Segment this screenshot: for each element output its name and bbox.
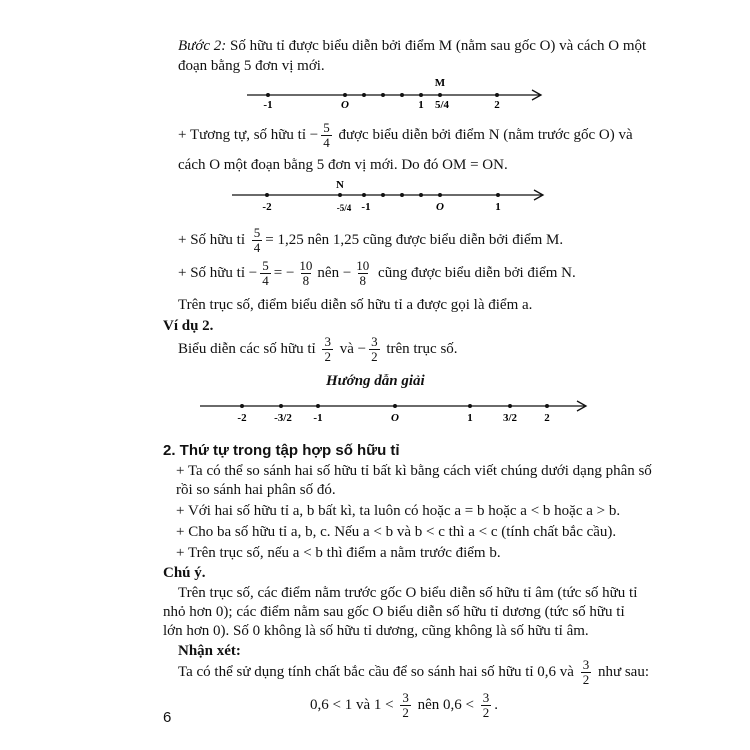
similar-prefix: + Tương tự, số hữu tỉ (178, 127, 307, 143)
eq2-prefix: + Số hữu tỉ (178, 265, 246, 281)
dot (362, 93, 366, 97)
fraction-den: 4 (323, 135, 330, 151)
section2-bullet1b: rồi so sánh hai phân số đó. (176, 482, 336, 498)
note-line3: lớn hơn 0). Số 0 không là số hữu tỉ dương, cũng không là số hữu tỉ âm. (163, 623, 589, 639)
dot (496, 193, 500, 197)
tick-label: -1 (361, 201, 371, 213)
point-a-text: Trên trục số, điểm biểu diễn số hữu tỉ a được gọi là điểm a. (178, 297, 533, 313)
fraction-den: 4 (253, 240, 261, 256)
dot (343, 93, 347, 97)
fraction-num: 10 (299, 258, 313, 274)
dot (240, 404, 244, 408)
fraction (322, 335, 333, 364)
section2-bullet1a: + Ta có thể so sánh hai số hữu tỉ bất kì bằng cách viết chúng dưới dạng phân số (176, 463, 652, 479)
fraction (481, 691, 492, 720)
number-line-3 (198, 394, 593, 430)
dot (362, 193, 366, 197)
fraction (252, 226, 263, 255)
example2-mid: và − (339, 341, 367, 357)
tick-label: 3/2 (502, 412, 518, 424)
fraction-den: 2 (582, 672, 590, 688)
fraction-den: 2 (324, 349, 331, 365)
point-m-label: M (434, 77, 446, 89)
remark-line (178, 657, 649, 687)
page-number: 6 (163, 709, 172, 726)
similar-line1 (178, 120, 633, 150)
example2-line (178, 334, 458, 364)
fraction-den: 2 (371, 349, 378, 365)
step2-text2: đoạn bằng 5 đơn vị mới. (178, 58, 325, 74)
fraction (297, 259, 314, 288)
similar-suffix: được biểu diễn bởi điểm N (nằm trước gốc O) và (338, 127, 633, 143)
tick-label: 1 (467, 412, 473, 424)
fraction-num: 5 (262, 258, 269, 274)
dot (419, 193, 423, 197)
section2-title: 2. Thứ tự trong tập hợp số hữu tỉ (163, 442, 400, 459)
example2-prefix: Biểu diễn các số hữu tỉ (178, 341, 316, 357)
tick-label: -1 (263, 99, 273, 110)
eq2-eq: = − (273, 265, 295, 281)
fraction (321, 121, 332, 150)
guide-title: Hướng dẫn giải (326, 373, 425, 389)
section2-bullet3: + Cho ba số hữu tỉ a, b, c. Nếu a < b và b < c thì a < c (tính chất bắc cầu). (176, 524, 617, 540)
tick-label: -5/4 (336, 203, 352, 213)
fraction-den: 4 (262, 273, 269, 289)
section2-bullet2: + Với hai số hữu tỉ a, b bất kì, ta luôn có hoặc a = b hoặc a < b hoặc a > b. (176, 503, 621, 519)
fraction-num: 3 (482, 690, 490, 706)
fraction-den: 8 (359, 273, 367, 289)
eq1-rest: = 1,25 nên 1,25 cũng được biểu diễn bởi điểm M. (265, 232, 564, 248)
dot (381, 193, 385, 197)
similar-line2: cách O một đoạn bằng 5 đơn vị mới. Do đó OM = ON. (178, 157, 508, 173)
tick-label: O (341, 99, 349, 110)
remark-eq-b: nên 0,6 < (417, 697, 474, 713)
fraction-num: 5 (253, 225, 261, 241)
remark-suffix: như sau: (597, 664, 649, 680)
tick-label: -3/2 (274, 412, 292, 424)
eq2-rest: cũng được biểu diễn bởi điểm N. (378, 265, 576, 281)
tick-label: 1 (495, 201, 501, 213)
tick-label: -2 (262, 201, 272, 213)
fraction-den: 8 (302, 273, 310, 289)
fraction-num: 3 (371, 334, 378, 350)
fraction (400, 691, 411, 720)
dot (438, 193, 442, 197)
number-line-1 (245, 76, 550, 110)
remark-eq-a: 0,6 < 1 và 1 < (310, 697, 394, 713)
eq1-prefix: + Số hữu tỉ (178, 232, 246, 248)
dot (279, 404, 283, 408)
step2-line1 (178, 37, 646, 55)
dot (316, 404, 320, 408)
eq2-line: + Số hữu tỉ − $\frac{5}{4}$ = − $\frac{10}{8}$ nên − $\frac{10}{8}$ cũng được biểu diễn bởi điểm N. (178, 258, 576, 289)
remark-title: Nhận xét: (178, 643, 241, 659)
tick-label: 1 (418, 99, 424, 110)
dot (265, 193, 269, 197)
dot (508, 404, 512, 408)
note-line2: nhỏ hơn 0); các điểm nằm sau gốc O biểu diễn số hữu tỉ dương (tức số hữu tỉ (163, 604, 625, 620)
dot (400, 193, 404, 197)
remark-eq-end: . (494, 697, 498, 713)
minus-sign: − (309, 127, 319, 143)
note-line1: Trên trục số, các điểm nằm trước gốc O biểu diễn số hữu tỉ âm (tức số hữu tỉ (178, 585, 638, 601)
remark-text: Ta có thể sử dụng tính chất bắc cầu để so sánh hai số hữu tỉ 0,6 và (178, 664, 574, 680)
fraction-den: 2 (482, 705, 490, 721)
dot (468, 404, 472, 408)
dot-n (338, 193, 342, 197)
tick-label: O (391, 412, 399, 424)
eq2-mid: nên − (317, 265, 352, 281)
tick-label: 5/4 (434, 99, 450, 110)
fraction-num: 5 (323, 120, 330, 136)
step2-label: Bước 2: (178, 38, 227, 54)
fraction-num: 3 (582, 657, 590, 673)
point-n-label: N (336, 179, 344, 191)
example2-title: Ví dụ 2. (163, 318, 214, 334)
dot (419, 93, 423, 97)
section2-bullet4: + Trên trục số, nếu a < b thì điểm a nằm trước điểm b. (176, 545, 501, 561)
fraction-num: 3 (402, 690, 409, 706)
dot (545, 404, 549, 408)
remark-equation (310, 688, 498, 722)
tick-label: -1 (313, 412, 323, 424)
fraction-num: 10 (356, 258, 370, 274)
example2-suffix: trên trục số. (386, 341, 458, 357)
tick-label: 2 (494, 99, 500, 110)
step2-text1: Số hữu tỉ được biểu diễn bởi điểm M (nằm sau gốc O) và cách O một (230, 38, 647, 54)
tick-label: 2 (544, 412, 550, 424)
tick-label: O (436, 201, 444, 213)
dot (400, 93, 404, 97)
fraction (354, 259, 371, 288)
dot-m (438, 93, 442, 97)
fraction (369, 335, 380, 364)
dot (381, 93, 385, 97)
fraction (260, 259, 271, 288)
tick-label: -2 (237, 412, 247, 424)
dot (266, 93, 270, 97)
fraction-den: 2 (402, 705, 409, 721)
number-line-2 (230, 178, 550, 214)
eq1-line (178, 225, 563, 255)
fraction-num: 3 (324, 334, 331, 350)
fraction (581, 658, 592, 687)
dot (393, 404, 397, 408)
dot (495, 93, 499, 97)
note-title: Chú ý. (163, 565, 206, 581)
